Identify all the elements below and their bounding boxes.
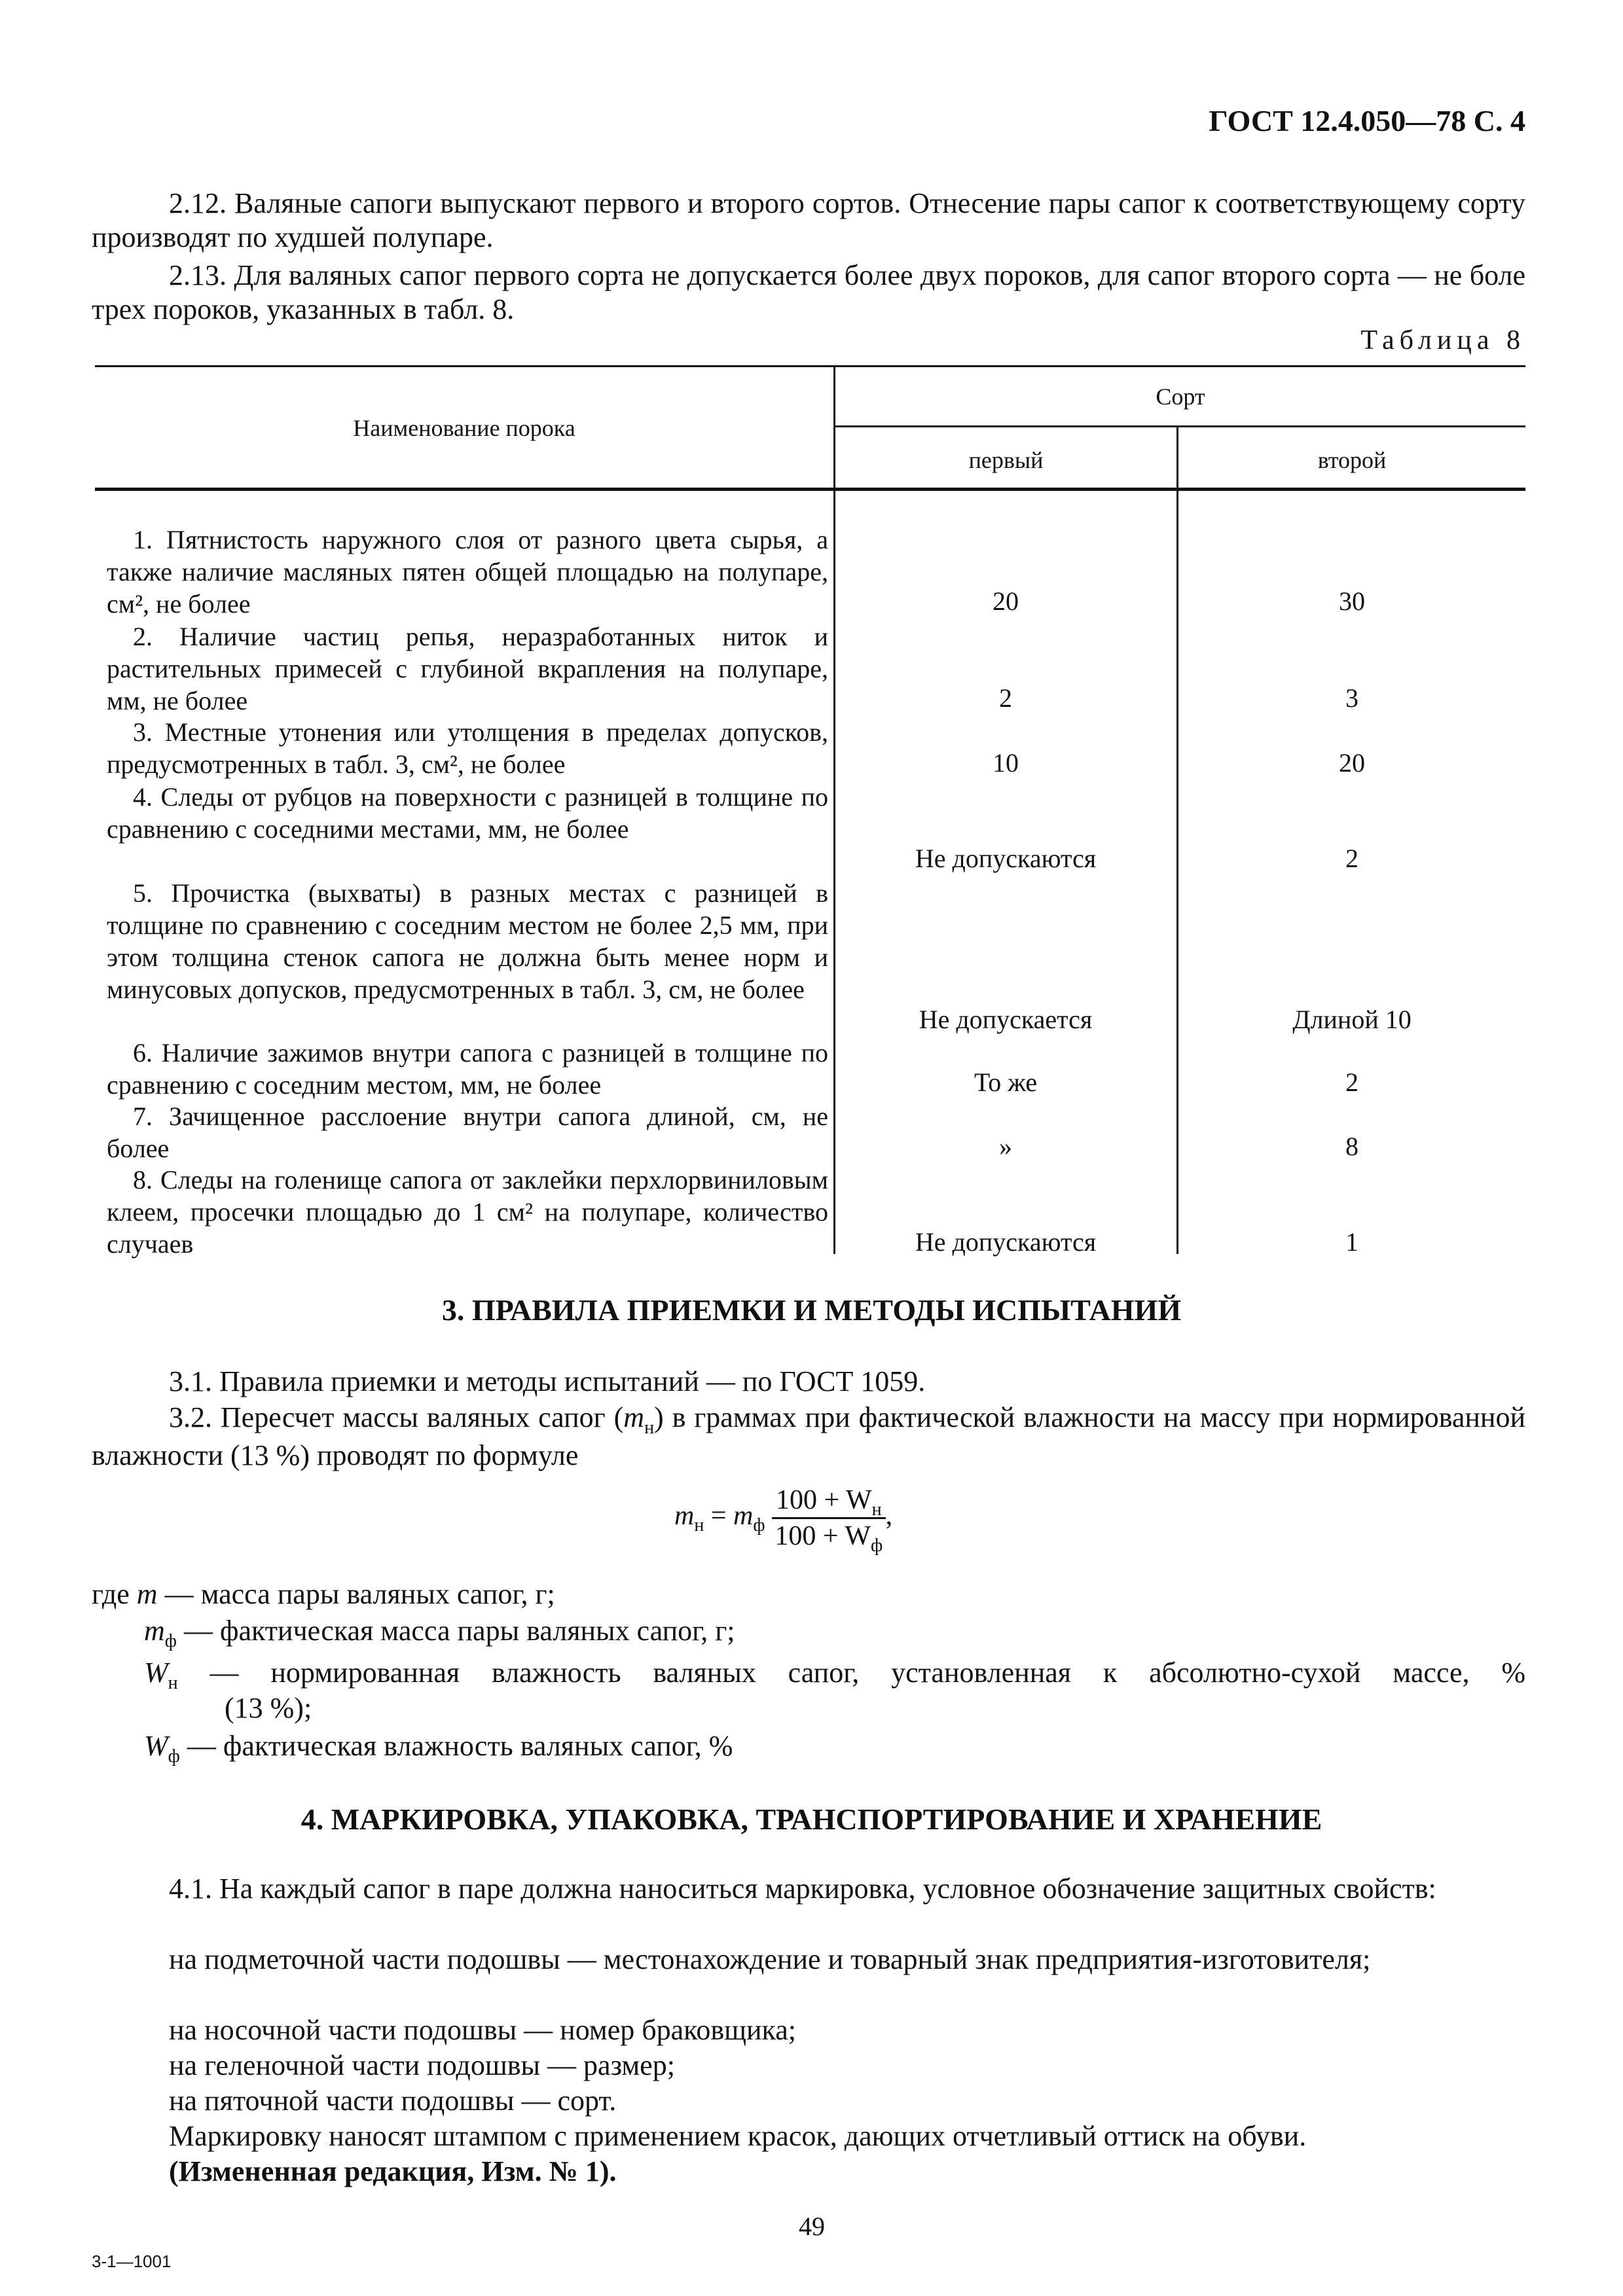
formula-lhs: m <box>674 1501 695 1532</box>
paragraph-4-1: 4.1. На каждый сапог в паре должна наноситься маркировка, условное обозначение защитных свойств: <box>169 1873 1436 1905</box>
marking-line-4: на пяточной части подошвы — сорт. <box>169 2085 617 2117</box>
table-row-defect: 1. Пятнистость наружного слоя от разного цвета сырья, а также наличие масляных пятен общей площадью на полупаре, см², не более <box>107 525 828 619</box>
table-cell-second: 2 <box>1345 844 1359 873</box>
definition-symbol: m <box>144 1615 165 1647</box>
column-header-defect: Наименование порока <box>353 415 575 441</box>
definition-text: — фактическая масса пары валяных сапог, г; <box>176 1615 735 1647</box>
definition-subscript: ф <box>164 1631 177 1651</box>
formula-rhs-sub: ф <box>753 1515 765 1536</box>
mass-subscript: н <box>644 1418 655 1438</box>
column-header-first: первый <box>968 447 1044 473</box>
section-4-title: 4. МАРКИРОВКА, УПАКОВКА, ТРАНСПОРТИРОВАНИЕ И ХРАНЕНИЕ <box>301 1803 1322 1836</box>
definition-symbol: W <box>144 1730 168 1762</box>
formula-denominator <box>772 1519 886 1556</box>
table-cell-first: 2 <box>999 683 1012 713</box>
paragraph-3-2-text-b: ) в граммах при фактической влажности на массу при нормированной влажности (13 %) проводят по формуле <box>92 1401 1526 1471</box>
definition-subscript: ф <box>168 1746 180 1767</box>
formula <box>674 1484 893 1556</box>
marking-line-3: на геленочной части подошвы — размер; <box>169 2049 675 2081</box>
table-cell-second: 1 <box>1345 1227 1359 1257</box>
marking-line-2: на носочной части подошвы — номер браковщика; <box>169 2014 796 2046</box>
formula-den-text: 100 + W <box>775 1521 871 1551</box>
paragraph-3-1: 3.1. Правила приемки и методы испытаний — по ГОСТ 1059. <box>169 1365 926 1397</box>
formula-tail: , <box>885 1501 893 1532</box>
table-row-defect: 4. Следы от рубцов на поверхности с разницей в толщине по сравнению с соседними местами, мм, не более <box>107 782 828 844</box>
definition-subscript: н <box>168 1673 178 1693</box>
definition-text: — фактическая влажность валяных сапог, % <box>179 1730 733 1762</box>
section-3-title: 3. ПРАВИЛА ПРИЕМКИ И МЕТОДЫ ИСПЫТАНИЙ <box>441 1293 1182 1327</box>
mass-symbol: m <box>623 1401 645 1433</box>
table-vline-2 <box>1176 425 1178 1254</box>
table-header-rule <box>95 488 1525 491</box>
table-cell-second: 30 <box>1339 586 1365 616</box>
formula-den-sub: ф <box>871 1535 883 1556</box>
formula-rhs: m <box>733 1501 754 1532</box>
table-cell-first: То же <box>974 1067 1038 1097</box>
formula-numerator <box>772 1484 886 1519</box>
table-vline-1 <box>833 365 835 1254</box>
table-row-defect: 5. Прочистка (выхваты) в разных местах с разницей в толщине по сравнению с соседним местом не более 2,5 мм, при этом толщина стенок сапога не должна быть менее норм и минусовых допусков, предусмотренных в табл. 3, см, не более <box>107 878 828 1004</box>
paragraph-3-2-text-a: 3.2. Пересчет массы валяных сапог ( <box>169 1401 624 1433</box>
page-number: 49 <box>799 2212 825 2241</box>
table-cell-second: 20 <box>1339 748 1365 778</box>
formula-eq: = <box>704 1501 734 1532</box>
formula-lhs-sub: н <box>694 1515 704 1536</box>
marking-line-5: Маркировку наносят штампом с применением красок, дающих отчетливый оттиск на обуви. <box>169 2120 1307 2152</box>
print-code: 3-1—1001 <box>92 2251 172 2271</box>
definition-row <box>144 1656 1525 1694</box>
table-top-rule <box>95 365 1525 367</box>
table-cell-second: 8 <box>1345 1132 1359 1161</box>
table-row-defect: 8. Следы на голенище сапога от заклейки перхлорвиниловым клеем, просечки площадью до 1 см² на полупаре, количество случаев <box>107 1165 828 1259</box>
paragraph-3-2 <box>92 1401 1525 1473</box>
amendment-note: (Измененная редакция, Изм. № 1). <box>169 2155 617 2187</box>
page-header: ГОСТ 12.4.050—78 С. 4 <box>1209 104 1525 137</box>
table-caption: Таблица 8 <box>1360 325 1525 355</box>
table-row-defect: 2. Наличие частиц репья, неразработанных ниток и растительных примесей с глубиной вкрапления на полупаре, мм, не более <box>107 622 828 715</box>
marking-line-1: на подметочной части подошвы — местонахождение и товарный знак предприятия-изготовителя; <box>169 1943 1371 1975</box>
table-row-defect: 7. Зачищенное расслоение внутри сапога длиной, см, не более <box>107 1102 828 1163</box>
definition-text: — нормированная влажность валяных сапог, установленная к абсолютно-сухой массе, % <box>177 1657 1525 1689</box>
table-cell-first: Не допускаются <box>915 1227 1097 1257</box>
table-cell-second: 3 <box>1345 683 1359 713</box>
table-row-defect: 3. Местные утонения или утолщения в пределах допусков, предусмотренных в табл. 3, см², не более <box>107 717 828 779</box>
table-cell-first: Не допускаются <box>915 844 1097 873</box>
table-cell-second: 2 <box>1345 1067 1359 1097</box>
definition-row <box>92 1577 1525 1615</box>
definition-text: — масса пары валяных сапог, г; <box>157 1578 555 1610</box>
definition-row <box>144 1729 1525 1767</box>
definition-text: (13 %); <box>225 1692 312 1724</box>
column-header-second: второй <box>1317 447 1387 473</box>
definition-symbol: m <box>136 1578 158 1610</box>
table-sort-rule <box>835 425 1525 427</box>
table-cell-first: » <box>999 1132 1012 1161</box>
table-cell-first: 20 <box>993 586 1019 616</box>
table-cell-second: Длиной 10 <box>1292 1005 1412 1034</box>
formula-num-sub: н <box>871 1499 882 1520</box>
definition-symbol: W <box>144 1657 168 1689</box>
paragraph-2-12: 2.12. Валяные сапоги выпускают первого и второго сортов. Отнесение пары сапог к соответствующему сорту производят по худшей полупаре. <box>92 187 1525 253</box>
definition-row <box>144 1614 1525 1652</box>
formula-num-text: 100 + W <box>776 1485 872 1515</box>
definition-prefix: где <box>92 1578 137 1610</box>
column-header-sort: Сорт <box>1156 384 1205 410</box>
table-cell-first: Не допускается <box>919 1005 1093 1034</box>
table-row-defect: 6. Наличие зажимов внутри сапога с разницей в толщине по сравнению с соседним местом, мм, не более <box>107 1038 828 1100</box>
formula-fraction <box>772 1484 886 1556</box>
table-cell-first: 10 <box>993 748 1019 778</box>
paragraph-2-13: 2.13. Для валяных сапог первого сорта не допускается более двух пороков, для сапог второго сорта — не боле трех пороков, указанных в табл. 8. <box>92 259 1525 325</box>
definition-row <box>225 1691 1207 1725</box>
